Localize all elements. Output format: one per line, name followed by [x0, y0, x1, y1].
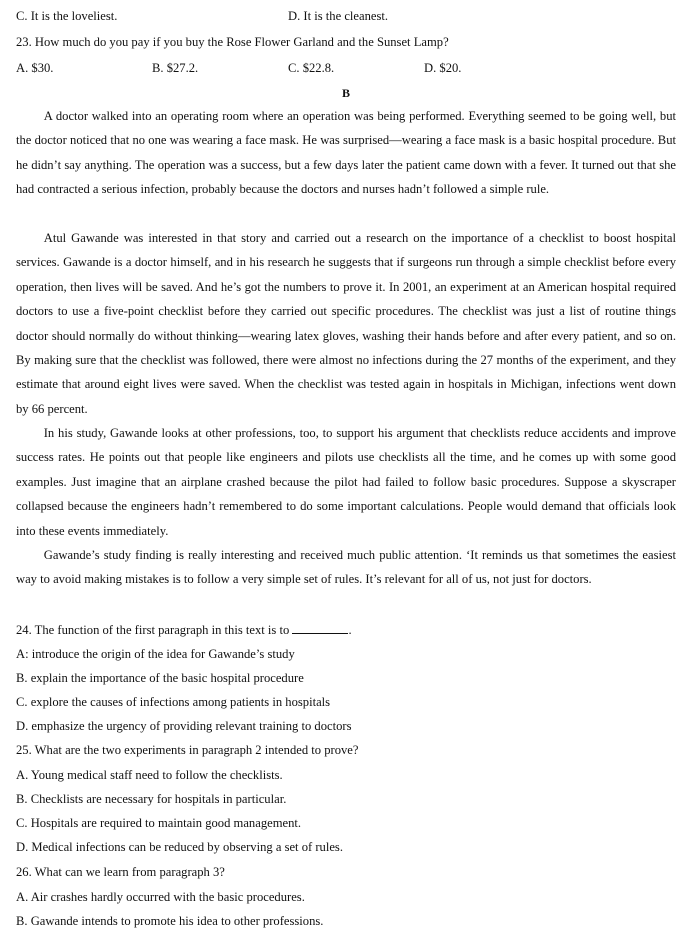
q25-option-b: B. Checklists are necessary for hospitals in particular.	[16, 792, 287, 806]
q23-options-row	[16, 61, 676, 79]
q24-option-b: B. explain the importance of the basic hospital procedure	[16, 671, 304, 685]
q25-option-a: A. Young medical staff need to follow the checklists.	[16, 768, 283, 782]
q25-stem: 25. What are the two experiments in paragraph 2 intended to prove?	[16, 743, 359, 757]
q26-stem: 26. What can we learn from paragraph 3?	[16, 865, 225, 879]
q23-stem: 23. How much do you pay if you buy the Rose Flower Garland and the Sunset Lamp?	[16, 35, 449, 49]
section-label: B	[341, 86, 350, 100]
q23-option-d: D. $20.	[424, 61, 462, 75]
q24-option-a: A: introduce the origin of the idea for Gawande’s study	[16, 647, 295, 661]
q22-option-d: D. It is the cleanest.	[288, 9, 389, 23]
q23-option-b: B. $27.2.	[152, 61, 199, 75]
q24-stem-end: .	[348, 623, 352, 637]
q24-stem-line	[16, 623, 352, 638]
q26-option-a: A. Air crashes hardly occurred with the basic procedures.	[16, 890, 305, 904]
q24-stem: 24. The function of the first paragraph in this text is to	[16, 623, 290, 637]
answer-blank	[292, 623, 348, 634]
passage-paragraph-2: Atul Gawande was interested in that story and carried out a research on the importance of a checklist to boost hospital services. Gawande is a doctor himself, and in his research he suggests that if surgeons run through a simple checklist before every operation, then lives will be saved. And he’s got the numbers to prove it. In 2001, an experiment at an American hospital required doctors to use a five-point checklist before they carried out specific procedures. The checklist was just a list of routine things doctor should normally do without thinking—wearing latex gloves, washing their hands before and after every patient, and so on. By making sure that the checklist was followed, there were almost no infections during the 27 months of the experiment, and they estimate that around eight lives were saved. When the checklist was tested again in hospitals in Michigan, infections went down by 66 percent.	[16, 231, 676, 416]
passage-paragraph-4: Gawande’s study finding is really interesting and received much public attention. ‘It reminds us that sometimes the easiest way to avoid making mistakes is to follow a very simple set of rules. It’s relevant for all of us, not just for doctors.	[16, 548, 676, 587]
q25-option-d: D. Medical infections can be reduced by observing a set of rules.	[16, 840, 343, 854]
passage-paragraph-3: In his study, Gawande looks at other professions, too, to support his argument that checklists reduce accidents and improve success rates. He points out that people like engineers and pilots use checklists all the time, and he comes up with some good examples. Just imagine that an airplane crashed because the pilot had failed to follow basic procedures. Suppose a skyscraper collapsed because the engineers hadn’t remembered to do some important calculations. People would demand that officials look into these events immediately.	[16, 426, 676, 538]
q25-option-c: C. Hospitals are required to maintain good management.	[16, 816, 302, 830]
q22-option-c: C. It is the loveliest.	[16, 9, 118, 23]
q23-option-c: C. $22.8.	[288, 61, 335, 75]
q24-option-d: D. emphasize the urgency of providing relevant training to doctors	[16, 719, 352, 733]
q23-option-a: A. $30.	[16, 61, 54, 75]
q24-option-c: C. explore the causes of infections among patients in hospitals	[16, 695, 331, 709]
passage-paragraph-1: A doctor walked into an operating room where an operation was being performed. Everything seemed to be going well, but the doctor noticed that no one was wearing a face mask. He was surprised—wearing a face mask is a basic hospital procedure. But he didn’t say anything. The operation was a success, but a few days later the patient came down with a fever. It turned out that she had contracted a serious infection, probably because the doctors and nurses hadn’t followed a simple rule.	[16, 109, 676, 197]
q26-option-b: B. Gawande intends to promote his idea to other professions.	[16, 914, 324, 928]
q22-options-row	[16, 9, 676, 27]
